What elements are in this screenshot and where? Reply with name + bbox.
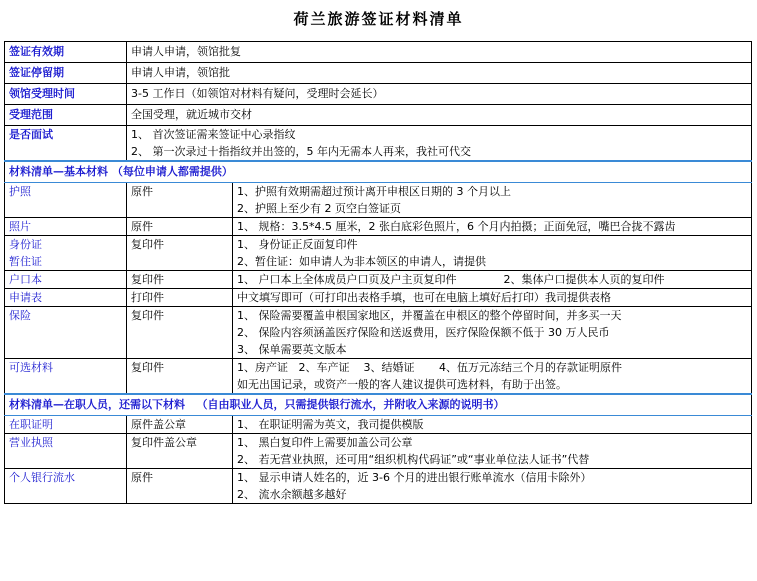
material-type: 复印件 xyxy=(127,359,233,395)
table-row xyxy=(5,469,752,504)
material-name: 户口本 xyxy=(5,271,127,289)
row-value: 全国受理，就近城市交材 xyxy=(127,105,752,126)
material-name-line: 暂住证 xyxy=(9,255,42,268)
material-type: 复印件 xyxy=(127,271,233,289)
table-row xyxy=(5,307,752,359)
table-row xyxy=(5,126,752,162)
section-header xyxy=(5,394,752,416)
material-type: 复印件 xyxy=(127,236,233,271)
row-label: 受理范围 xyxy=(5,105,127,126)
material-name: 营业执照 xyxy=(5,434,127,469)
material-type: 原件 xyxy=(127,183,233,218)
table-row xyxy=(5,84,752,105)
page-title: 荷兰旅游签证材料清单 xyxy=(293,10,464,28)
material-detail xyxy=(233,469,752,504)
material-name: 在职证明 xyxy=(5,416,127,434)
visa-checklist-table xyxy=(4,41,752,504)
material-name: 保险 xyxy=(5,307,127,359)
material-name: 照片 xyxy=(5,218,127,236)
material-name xyxy=(5,236,127,271)
material-type: 复印件 xyxy=(127,307,233,359)
detail-line: 1、 户口本上全体成员户口页及户主页复印件 xyxy=(237,273,457,286)
row-label: 签证停留期 xyxy=(5,63,127,84)
material-detail xyxy=(233,434,752,469)
detail-line: 1、房产证 2、车产证 3、结婚证 4、伍万元冻结三个月的存款证明原件 xyxy=(237,361,622,374)
row-label: 领馆受理时间 xyxy=(5,84,127,105)
table-row xyxy=(5,236,752,271)
table-row xyxy=(5,42,752,63)
table-row xyxy=(5,289,752,307)
detail-line: 2、护照上至少有 2 页空白签证页 xyxy=(237,202,401,215)
detail-line: 2、 第一次录过十指指纹并出签的，5 年内无需本人再来，我社可代交 xyxy=(131,145,471,158)
material-name-line: 身份证 xyxy=(9,238,42,251)
table-row xyxy=(5,271,752,289)
row-label: 是否面试 xyxy=(5,126,127,162)
material-detail: 中文填写即可（可打印出表格手填，也可在电脑上填好后打印）我司提供表格 xyxy=(233,289,752,307)
material-detail xyxy=(233,359,752,395)
material-detail xyxy=(233,183,752,218)
material-name: 申请表 xyxy=(5,289,127,307)
material-detail xyxy=(233,271,752,289)
table-row xyxy=(5,63,752,84)
row-value: 申请人申请，领馆批 xyxy=(127,63,752,84)
material-type: 原件 xyxy=(127,218,233,236)
material-type: 原件 xyxy=(127,469,233,504)
material-detail xyxy=(233,236,752,271)
detail-line: 如无出国记录，或资产一般的客人建议提供可选材料，有助于出签。 xyxy=(237,378,567,391)
material-detail: 1、 规格：3.5*4.5 厘米，2 张白底彩色照片，6 个月内拍摄；正面免冠，嘴巴合拢不露齿 xyxy=(233,218,752,236)
detail-line: 2、 保险内容须涵盖医疗保险和送返费用，医疗保险保额不低于 30 万人民币 xyxy=(237,326,610,339)
detail-line: 1、 黑白复印件上需要加盖公司公章 xyxy=(237,436,413,449)
detail-line: 1、 身份证正反面复印件 xyxy=(237,238,358,251)
section-title: 材料清单—基本材料 （每位申请人都需提供） xyxy=(5,161,752,183)
detail-line: 1、 显示申请人姓名的，近 3-6 个月的进出银行账单流水（信用卡除外） xyxy=(237,471,592,484)
detail-line: 2、 若无营业执照，还可用“组织机构代码证”或“事业单位法人证书”代替 xyxy=(237,453,590,466)
material-detail xyxy=(233,307,752,359)
table-row xyxy=(5,183,752,218)
table-row xyxy=(5,359,752,395)
material-name: 个人银行流水 xyxy=(5,469,127,504)
row-value: 申请人申请，领馆批复 xyxy=(127,42,752,63)
section-title: 材料清单—在职人员，还需以下材料 （自由职业人员，只需提供银行流水，并附收入来源的说明书） xyxy=(5,394,752,416)
row-label: 签证有效期 xyxy=(5,42,127,63)
material-type: 打印件 xyxy=(127,289,233,307)
table-row xyxy=(5,105,752,126)
row-value xyxy=(127,126,752,162)
row-value: 3-5 工作日（如领馆对材料有疑问，受理时会延长） xyxy=(127,84,752,105)
material-type: 原件盖公章 xyxy=(127,416,233,434)
detail-line: 3、 保单需要英文版本 xyxy=(237,343,347,356)
detail-line: 2、集体户口提供本人页的复印件 xyxy=(503,273,665,286)
material-name: 护照 xyxy=(5,183,127,218)
material-detail: 1、 在职证明需为英文，我司提供模版 xyxy=(233,416,752,434)
table-row xyxy=(5,434,752,469)
table-row xyxy=(5,218,752,236)
detail-line: 1、 保险需要覆盖申根国家地区，并覆盖在申根区的整个停留时间，并多买一天 xyxy=(237,309,622,322)
material-type: 复印件盖公章 xyxy=(127,434,233,469)
detail-line: 1、 首次签证需来签证中心录指纹 xyxy=(131,128,296,141)
table-row xyxy=(5,416,752,434)
detail-line: 2、 流水余额越多越好 xyxy=(237,488,347,501)
detail-line: 1、护照有效期需超过预计离开申根区日期的 3 个月以上 xyxy=(237,185,511,198)
detail-line: 2、暂住证：如申请人为非本领区的申请人，请提供 xyxy=(237,255,486,268)
material-name: 可选材料 xyxy=(5,359,127,395)
section-header xyxy=(5,161,752,183)
